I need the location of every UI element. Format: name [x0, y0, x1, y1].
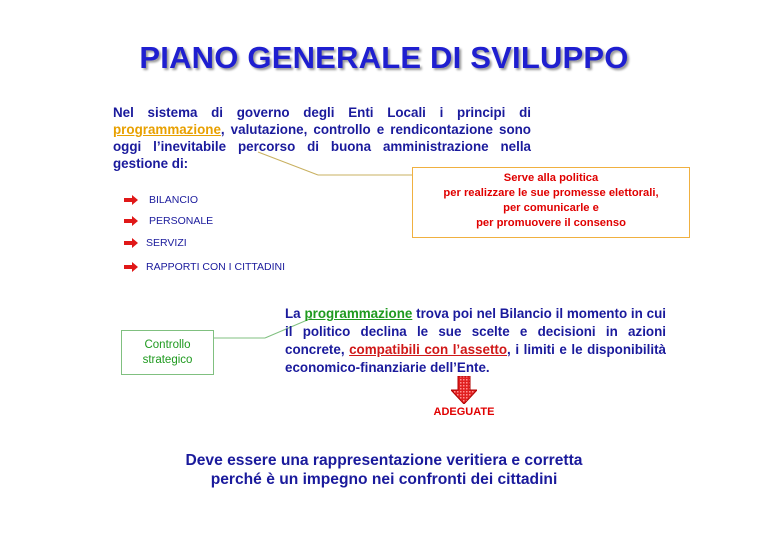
list-item-label: SERVIZI: [146, 237, 187, 249]
callout-line-1: Serve alla politica: [503, 172, 599, 184]
red-right-arrow-icon: [124, 262, 138, 272]
para2-highlight-compatibili: compatibili con l’assetto: [349, 342, 508, 357]
callout-line-4: per promuovere il consenso: [476, 217, 626, 229]
list-item-bilancio: [124, 194, 198, 206]
red-right-arrow-icon: [124, 238, 138, 248]
control-box-line-2: strategico: [142, 354, 193, 366]
control-box-line-1: Controllo: [144, 339, 191, 351]
list-item-servizi: [124, 237, 187, 249]
conclusion-line-2: perché è un impegno nei confronti dei cittadini: [210, 471, 558, 488]
para2-text-2: trova poi nel Bilancio il momento in cui il politico declina le sue scelte e decisioni in azioni concrete,: [285, 306, 666, 357]
conclusion-text: [0, 451, 768, 489]
politics-callout-box: [412, 167, 690, 238]
list-item-label: RAPPORTI CON I CITTADINI: [146, 261, 286, 273]
para2-text-1: La: [285, 306, 305, 321]
para2-highlight-programmazione: programmazione: [304, 306, 413, 321]
intro-highlight-programmazione: programmazione: [113, 122, 221, 137]
red-right-arrow-icon: [124, 216, 138, 226]
adeguate-label: ADEGUATE: [433, 406, 495, 418]
list-item-personale: [124, 215, 213, 227]
intro-text-after: , valutazione, controllo e rendicontazione sono oggi l’inevitabile percorso di buona amministrazione nella gestione di:: [113, 122, 531, 171]
red-right-arrow-icon: [124, 195, 138, 205]
red-down-arrow-icon: [451, 376, 477, 404]
list-item-label: PERSONALE: [149, 215, 214, 227]
list-item-rapporti: [124, 261, 285, 273]
callout-line-2: per realizzare le sue promesse elettorali,: [443, 187, 659, 199]
intro-text-before: Nel sistema di governo degli Enti Locali i principi di: [113, 105, 531, 120]
slide-title: PIANO GENERALE DI SVILUPPO: [139, 40, 629, 75]
intro-paragraph: [113, 104, 531, 172]
controllo-strategico-box: [121, 330, 214, 375]
callout-line-3: per comunicarle e: [503, 202, 599, 214]
para2-text-3: , i limiti e le disponibilità economico-finanziarie dell’Ente.: [285, 342, 666, 375]
conclusion-line-1: Deve essere una rappresentazione veritiera e corretta: [185, 452, 583, 469]
list-item-label: BILANCIO: [149, 194, 199, 206]
bilancio-paragraph: [285, 305, 666, 377]
